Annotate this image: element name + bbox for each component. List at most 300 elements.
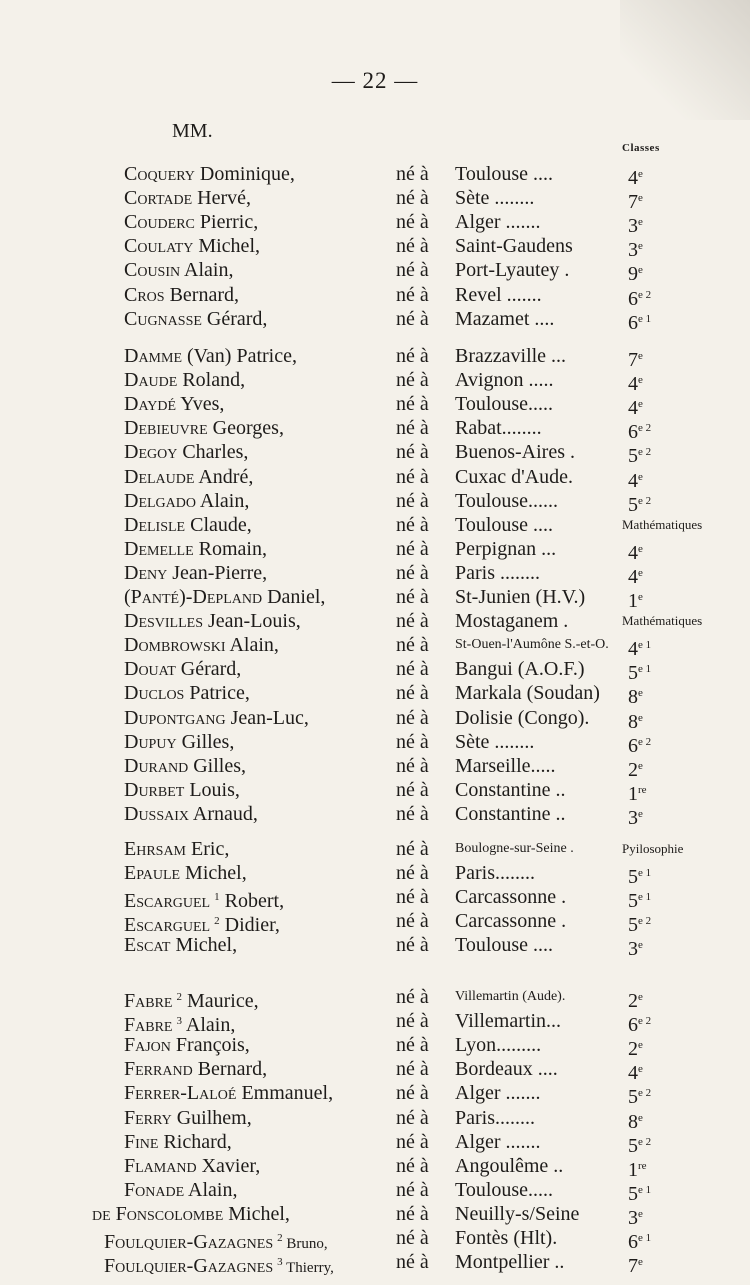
- student-surname: Ferrer-Laloé: [124, 1082, 237, 1105]
- student-surname: Coquery: [124, 163, 195, 185]
- class-superscript: e: [638, 711, 643, 724]
- birthplace: Montpellier ..: [455, 1251, 565, 1274]
- class-value: $4^{e 1}$: [628, 638, 652, 661]
- class-superscript: e: [638, 398, 643, 411]
- birthplace: Constantine ..: [455, 778, 566, 801]
- student-surname: Escarguel: [124, 914, 211, 937]
- student-name: [124, 186, 251, 210]
- class-value: 2e: [628, 990, 643, 1012]
- class-superscript: e: [638, 759, 643, 772]
- birthplace: Constantine ..: [455, 802, 566, 825]
- class-value: 9e: [628, 263, 643, 286]
- student-name: [124, 1130, 232, 1154]
- class-superscript: e 1: [638, 891, 652, 904]
- student-name: [124, 1154, 260, 1178]
- student-given-name: Daniel,: [262, 586, 326, 608]
- birthplace: Port-Lyautey .: [455, 259, 570, 282]
- list-row: [0, 633, 750, 661]
- student-name: [124, 802, 258, 826]
- student-given-name: Claude,: [185, 513, 252, 536]
- birthplace: Villemartin...: [455, 1010, 561, 1033]
- student-name: [124, 730, 234, 754]
- born-label: né à: [396, 1082, 429, 1105]
- student-name: [92, 1202, 290, 1226]
- birthplace: Toulouse......: [455, 489, 559, 512]
- student-name: [124, 706, 309, 730]
- student-surname: Dussaix: [124, 802, 190, 825]
- class-value: 4e: [628, 1062, 643, 1085]
- birthplace: Dolisie (Congo).: [455, 706, 590, 729]
- birthplace: Bangui (A.O.F.): [455, 658, 585, 681]
- class-superscript: e 2: [638, 735, 652, 748]
- class-superscript: e: [638, 566, 643, 579]
- born-label: né à: [396, 1178, 429, 1201]
- class-superscript: e: [638, 1111, 643, 1124]
- class-value: 2e: [628, 1038, 643, 1061]
- student-name: [124, 1106, 252, 1130]
- student-surname: Delisle: [124, 513, 186, 536]
- class-superscript: e: [638, 1207, 643, 1220]
- class-superscript: re: [638, 783, 647, 796]
- class-value: $5^{e 2}$: [628, 1134, 652, 1157]
- class-value: $6^{e 2}$: [628, 1014, 652, 1037]
- student-surname: Foulquier-Gazagnes: [104, 1231, 274, 1253]
- student-surname: Fabre: [124, 1014, 173, 1037]
- student-given-name: Gérard,: [175, 658, 242, 681]
- student-surname: Durbet: [124, 778, 185, 801]
- list-row: [0, 1009, 750, 1037]
- list-row: [0, 1178, 750, 1205]
- student-given-name: (Van) Patrice,: [182, 345, 297, 367]
- birthplace: Mostaganem .: [455, 610, 569, 633]
- student-given-name: Jean-Pierre,: [167, 561, 268, 584]
- birthplace: Revel .......: [455, 283, 542, 306]
- student-name: [124, 1033, 250, 1057]
- class-superscript: e 2: [638, 1015, 652, 1028]
- class-value: 2e: [628, 758, 643, 781]
- student-name: [124, 585, 325, 609]
- class-superscript: e: [638, 687, 643, 700]
- list-row: [0, 730, 750, 757]
- student-given-name: Gérard,: [201, 307, 268, 330]
- born-label: né à: [396, 1034, 429, 1057]
- class-value: $5^{e 1}$: [628, 866, 652, 889]
- class-superscript: e 2: [638, 422, 652, 435]
- student-given-name: Alain,: [184, 1178, 238, 1201]
- birthplace: Toulouse ....: [455, 513, 554, 536]
- surname-superscript: 3: [277, 1256, 283, 1269]
- student-name: [124, 778, 240, 802]
- birthplace: Mazamet ....: [455, 307, 555, 330]
- born-label: né à: [396, 441, 429, 464]
- student-name: [124, 210, 258, 234]
- birthplace: Fontès (Hlt).: [455, 1227, 558, 1249]
- birthplace: Markala (Soudan): [455, 682, 600, 705]
- class-value: 8e: [628, 1110, 643, 1133]
- born-label: né à: [396, 1251, 429, 1274]
- list-row: [0, 162, 750, 189]
- student-given-name: Richard,: [158, 1130, 232, 1153]
- student-given-name: Gilles,: [176, 730, 235, 753]
- student-given-name: Thierry,: [282, 1260, 334, 1277]
- list-row: [0, 985, 750, 1012]
- student-given-name: Maurice,: [181, 990, 259, 1012]
- student-given-name: Michel,: [223, 1202, 290, 1225]
- student-name: [124, 416, 284, 440]
- class-superscript: e: [638, 216, 643, 229]
- student-surname: Epaule: [124, 862, 181, 885]
- class-value: 4e: [628, 541, 643, 564]
- student-given-name: Jean-Louis,: [203, 610, 301, 633]
- list-row: [0, 885, 750, 913]
- student-given-name: Louis,: [184, 778, 240, 801]
- student-given-name: Gilles,: [188, 754, 247, 777]
- class-superscript: e: [638, 939, 643, 952]
- birthplace: Toulouse ....: [455, 163, 554, 185]
- student-surname: Ferrand: [124, 1058, 193, 1081]
- birthplace: Brazzaville ...: [455, 345, 567, 367]
- born-label: né à: [396, 706, 429, 729]
- born-label: né à: [396, 934, 429, 957]
- student-surname: Fajon: [124, 1034, 171, 1057]
- born-label: né à: [396, 393, 429, 416]
- student-name: [124, 837, 229, 861]
- class-value: $6^{e 2}$: [628, 421, 652, 444]
- list-row: [0, 283, 750, 310]
- student-given-name: Emmanuel,: [236, 1082, 334, 1105]
- class-superscript: e 2: [638, 1135, 652, 1148]
- class-value: $5^{e 1}$: [628, 890, 652, 913]
- birthplace: Carcassonne .: [455, 886, 567, 909]
- class-value: 7e: [628, 191, 643, 214]
- class-superscript: e: [638, 192, 643, 205]
- birthplace: Alger .......: [455, 211, 541, 234]
- born-label: né à: [396, 610, 429, 633]
- student-surname: Fabre: [124, 990, 173, 1012]
- student-given-name: Bernard,: [192, 1058, 268, 1081]
- list-row: [0, 368, 750, 396]
- student-given-name: Alain,: [225, 634, 279, 657]
- student-surname: Flamand: [124, 1154, 197, 1177]
- student-given-name: François,: [170, 1034, 250, 1057]
- student-name: [124, 861, 247, 885]
- class-value: $5^{e 1}$: [628, 1182, 652, 1205]
- student-name: [124, 933, 237, 957]
- born-label: né à: [396, 730, 429, 753]
- student-surname: Daydé: [124, 393, 177, 416]
- student-surname: Delgado: [124, 489, 196, 512]
- student-surname: Cousin: [124, 259, 181, 282]
- birthplace: Sète ........: [455, 730, 535, 753]
- birthplace: Buenos-Aires .: [455, 441, 575, 464]
- class-superscript: e 2: [638, 288, 652, 301]
- student-given-name: Guilhem,: [171, 1106, 252, 1129]
- class-value: $5^{e 2}$: [628, 1086, 652, 1109]
- student-surname: Couderc: [124, 211, 195, 234]
- born-label: né à: [396, 910, 429, 933]
- birthplace: Sète ........: [455, 187, 535, 210]
- class-superscript: e 2: [638, 915, 652, 928]
- list-row: [0, 234, 750, 262]
- student-name: [124, 283, 239, 307]
- student-surname: Cugnasse: [124, 307, 202, 330]
- born-label: né à: [396, 1130, 429, 1153]
- student-name: [124, 1178, 237, 1202]
- class-value: 3e: [628, 938, 643, 961]
- birthplace: Toulouse ....: [455, 934, 554, 957]
- class-superscript: e: [638, 168, 643, 180]
- class-superscript: re: [638, 1159, 647, 1172]
- student-given-name: Xavier,: [196, 1154, 261, 1177]
- student-name: [124, 234, 260, 258]
- surname-superscript: 2: [214, 915, 220, 928]
- student-surname: Fonade: [124, 1178, 185, 1201]
- birthplace: Paris........: [455, 1106, 535, 1129]
- list-row: [0, 416, 750, 444]
- student-surname: Escat: [124, 934, 171, 957]
- birthplace: Villemartin (Aude).: [455, 989, 566, 1004]
- student-surname: Foulquier-Gazagnes: [104, 1255, 274, 1278]
- birthplace: Boulogne-sur-Seine .: [455, 841, 574, 856]
- student-given-name: Patrice,: [184, 682, 250, 705]
- student-surname: Cortade: [124, 187, 193, 210]
- born-label: né à: [396, 1010, 429, 1033]
- class-superscript: e: [638, 807, 643, 820]
- class-superscript: e: [638, 374, 643, 387]
- list-row: [0, 909, 750, 937]
- class-value: 3e: [628, 1206, 643, 1229]
- birthplace: Alger .......: [455, 1130, 541, 1153]
- student-name: [124, 513, 252, 537]
- list-row: [0, 513, 750, 537]
- list-row: [0, 307, 750, 334]
- class-value: Mathématiques: [622, 613, 703, 629]
- born-label: né à: [396, 537, 429, 560]
- class-superscript: e 1: [638, 867, 652, 880]
- list-row: [0, 1250, 750, 1278]
- list-row: [0, 392, 750, 420]
- birthplace: Lyon.........: [455, 1034, 542, 1057]
- student-name: [124, 1081, 333, 1105]
- class-superscript: e: [638, 1063, 643, 1076]
- student-name: [124, 561, 267, 585]
- birthplace: Cuxac d'Aude.: [455, 465, 574, 488]
- student-name: [124, 368, 245, 392]
- born-label: né à: [396, 307, 429, 330]
- class-value: 7e: [628, 1255, 643, 1278]
- class-superscript: e 1: [638, 312, 652, 325]
- class-superscript: e 2: [638, 494, 652, 507]
- birthplace: Angoulême ..: [455, 1154, 564, 1177]
- born-label: né à: [396, 778, 429, 801]
- student-surname: Cros: [124, 283, 165, 306]
- birthplace: Rabat........: [455, 417, 542, 440]
- surname-superscript: 3: [176, 1015, 182, 1028]
- born-label: né à: [396, 187, 429, 210]
- student-name: [124, 681, 250, 705]
- student-surname: Duclos: [124, 682, 185, 705]
- student-surname: Ferry: [124, 1106, 172, 1129]
- class-superscript: e 1: [638, 1183, 652, 1196]
- student-surname: Daude: [124, 369, 178, 392]
- class-value: $5^{e 2}$: [628, 493, 652, 516]
- student-surname: de Fonscolombe: [92, 1202, 224, 1225]
- student-surname: Douat: [124, 658, 176, 681]
- born-label: né à: [396, 1058, 429, 1081]
- class-value: $5^{e 2}$: [628, 914, 652, 937]
- born-label: né à: [396, 862, 429, 885]
- class-superscript: e: [638, 591, 643, 603]
- born-label: né à: [396, 1154, 429, 1177]
- student-given-name: Jean-Luc,: [225, 706, 309, 729]
- student-given-name: Didier,: [219, 914, 280, 937]
- born-label: né à: [396, 283, 429, 306]
- student-surname: Escarguel: [124, 890, 211, 913]
- student-surname: Degoy: [124, 441, 178, 464]
- student-surname: Demelle: [124, 537, 194, 560]
- class-value: 1e: [628, 590, 643, 612]
- class-superscript: e: [638, 991, 643, 1003]
- surname-superscript: 1: [214, 891, 220, 904]
- birthplace: St-Ouen-l'Aumône S.-et-O.: [455, 637, 609, 653]
- list-row: [0, 1130, 750, 1157]
- born-label: né à: [396, 754, 429, 777]
- list-row: [0, 802, 750, 829]
- student-name: [124, 344, 297, 368]
- class-superscript: e 1: [638, 1232, 652, 1244]
- list-row: [0, 186, 750, 214]
- class-superscript: e 1: [638, 639, 652, 652]
- class-value: $6^{e 2}$: [628, 734, 652, 757]
- class-value: 3e: [628, 806, 643, 829]
- class-value: 3e: [628, 239, 643, 262]
- student-given-name: Yves,: [176, 393, 225, 416]
- student-surname: Desvilles: [124, 610, 203, 633]
- born-label: né à: [396, 658, 429, 681]
- student-name: [124, 537, 267, 561]
- student-given-name: André,: [194, 465, 254, 488]
- born-label: né à: [396, 465, 429, 488]
- birthplace: Toulouse.....: [455, 393, 554, 416]
- student-given-name: Romain,: [193, 537, 267, 560]
- birthplace: Bordeaux ....: [455, 1058, 558, 1081]
- born-label: né à: [396, 1202, 429, 1225]
- class-superscript: e: [638, 1039, 643, 1052]
- student-name: [124, 307, 267, 331]
- class-superscript: e 2: [638, 1087, 652, 1100]
- class-superscript: e: [638, 1256, 643, 1269]
- birthplace: Saint-Gaudens: [455, 235, 573, 258]
- page-number: — 22 —: [331, 68, 419, 93]
- list-row: [0, 561, 750, 588]
- student-name: [124, 392, 224, 416]
- student-name: [124, 465, 253, 489]
- class-value: 7e: [628, 349, 643, 371]
- list-row: [0, 778, 750, 805]
- student-given-name: Pierric,: [194, 211, 259, 234]
- list-row: [0, 609, 750, 633]
- student-given-name: Michel,: [193, 235, 260, 258]
- student-given-name: Alain,: [180, 259, 234, 282]
- student-name: [124, 162, 295, 186]
- class-value: $6^{e 1}$: [628, 1231, 652, 1253]
- student-given-name: Roland,: [177, 369, 246, 392]
- class-value: 8e: [628, 686, 643, 709]
- student-name: [124, 1057, 267, 1081]
- birthplace: Neuilly-s/Seine: [455, 1202, 580, 1225]
- class-value: $6^{e 2}$: [628, 287, 652, 310]
- class-value: $5^{e 1}$: [628, 662, 652, 685]
- list-row: [0, 933, 750, 961]
- class-value: 4e: [628, 397, 643, 420]
- born-label: né à: [396, 561, 429, 584]
- class-value: 1re: [628, 782, 647, 805]
- student-given-name: Dominique,: [194, 163, 295, 185]
- class-superscript: e 1: [638, 663, 652, 676]
- list-row: [0, 258, 750, 286]
- list-row: [0, 489, 750, 516]
- birthplace: Avignon .....: [455, 369, 554, 392]
- classes-column-header: Classes: [622, 142, 660, 154]
- list-row: [0, 837, 750, 861]
- birthplace: Perpignan ...: [455, 537, 557, 560]
- student-given-name: Michel,: [180, 862, 247, 885]
- student-given-name: Georges,: [207, 417, 284, 440]
- student-name: [124, 440, 248, 464]
- class-value: 1re: [628, 1158, 647, 1181]
- born-label: né à: [396, 163, 429, 185]
- class-value: 4e: [628, 565, 643, 588]
- born-label: né à: [396, 235, 429, 258]
- class-value: 4e: [628, 469, 643, 492]
- student-name: [124, 754, 246, 778]
- class-value: $6^{e 1}$: [628, 311, 652, 334]
- student-surname: Coulaty: [124, 235, 194, 258]
- student-given-name: Hervé,: [192, 187, 252, 210]
- student-given-name: Eric,: [186, 838, 230, 860]
- student-name: [124, 633, 279, 657]
- born-label: né à: [396, 259, 429, 282]
- surname-superscript: 2: [277, 1232, 283, 1244]
- student-surname: Dupuy: [124, 730, 177, 753]
- class-value: 4e: [628, 373, 643, 396]
- birthplace: Carcassonne .: [455, 910, 567, 933]
- student-surname: Delaude: [124, 465, 195, 488]
- born-label: né à: [396, 586, 429, 608]
- class-value: 3e: [628, 215, 643, 238]
- class-value: $5^{e 2}$: [628, 445, 652, 468]
- birthplace: Toulouse.....: [455, 1178, 554, 1201]
- student-given-name: Bernard,: [164, 283, 239, 306]
- student-given-name: Robert,: [219, 890, 285, 913]
- student-given-name: Michel,: [170, 934, 238, 957]
- class-superscript: e 2: [638, 446, 652, 459]
- born-label: né à: [396, 1227, 429, 1249]
- list-row: [0, 754, 750, 781]
- born-label: né à: [396, 417, 429, 440]
- student-given-name: Arnaud,: [189, 802, 258, 825]
- salutation: MM.: [172, 120, 213, 142]
- class-superscript: e: [638, 470, 643, 483]
- student-name: [104, 1250, 334, 1280]
- list-row: [0, 1033, 750, 1061]
- student-surname: Dombrowski: [124, 634, 226, 657]
- born-label: né à: [396, 802, 429, 825]
- class-value: Pyilosophie: [622, 841, 684, 856]
- list-row: [0, 1226, 750, 1253]
- list-row: [0, 1154, 750, 1181]
- student-surname: (Panté)-Depland: [124, 586, 263, 608]
